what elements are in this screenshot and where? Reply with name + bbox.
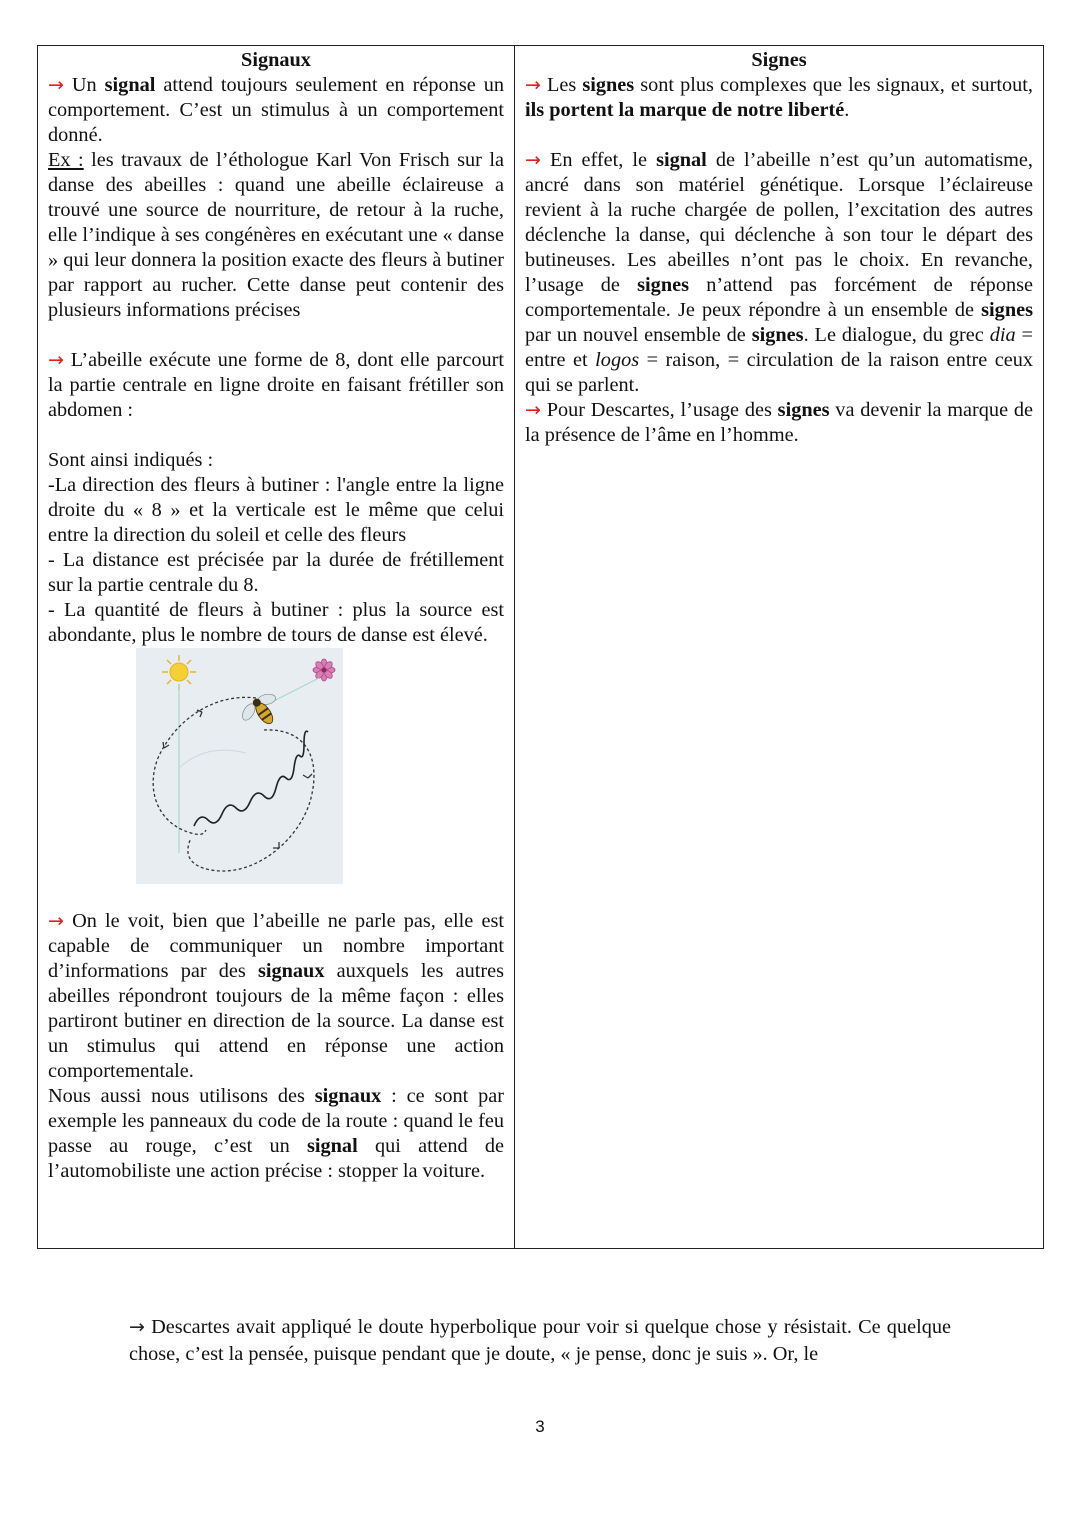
page-number: 3	[535, 1417, 545, 1436]
indications-intro: Sont ainsi indiqués :	[48, 449, 214, 471]
signes-heading: Signes	[751, 49, 807, 71]
arrow-icon: →	[48, 349, 64, 371]
indication-quantity: - La quantité de fleurs à butiner : plus la source est abondante, plus le nombre de tours de danse est élevé.	[48, 599, 504, 646]
bottom-paragraph: → Descartes avait appliqué le doute hyperbolique pour voir si quelque chose y résistait. Ce quelque chose, c’est la pensée, puisque pendant que je doute, « je pense, donc je suis ». Or, le	[129, 1316, 951, 1365]
signaux-column	[38, 46, 515, 1249]
signaux-paragraph-conclusion: → On le voit, bien que l’abeille ne parle pas, elle est capable de communiquer un nombre important d’informations par des signaux auxquels les autres abeilles répondront toujours de la même façon : elles partiront butiner en direction de la source. La danse est un stimulus qui attend en réponse une action comportementale.	[48, 910, 504, 1082]
comparison-table	[37, 45, 1044, 1249]
signes-column	[515, 46, 1044, 1249]
arrow-icon: →	[525, 74, 541, 96]
example-label: Ex :	[48, 149, 84, 171]
arrow-icon: →	[129, 1316, 145, 1338]
arrow-icon: →	[48, 74, 64, 96]
signaux-heading: Signaux	[241, 49, 311, 71]
signaux-paragraph-road: Nous aussi nous utilisons des signaux : ce sont par exemple les panneaux du code de la route : quand le feu passe au rouge, c’est un signal qui attend de l’automobiliste une action précise : stopper la voiture.	[48, 1085, 504, 1182]
signes-paragraph-1: → Les signes sont plus complexes que les signaux, et surtout, ils portent la marque de notre liberté.	[525, 74, 1033, 121]
arrow-icon: →	[525, 399, 541, 421]
arrow-icon: →	[525, 149, 541, 171]
signaux-paragraph-1: → Un signal attend toujours seulement en réponse un comportement. C’est un stimulus à un comportement donné.	[48, 74, 504, 146]
signaux-paragraph-dance: → L’abeille exécute une forme de 8, dont elle parcourt la partie centrale en ligne droite en faisant frétiller son abdomen :	[48, 349, 504, 421]
flower-icon	[313, 659, 335, 681]
indication-distance: - La distance est précisée par la durée de frétillement sur la partie centrale du 8.	[48, 549, 504, 596]
bee-icon	[236, 687, 288, 736]
signaux-paragraph-example: Ex : les travaux de l’éthologue Karl Von Frisch sur la danse des abeilles : quand une abeille éclaireuse a trouvé une source de nourriture, de retour à la ruche, elle l’indique à ses congénères en exécutant une « danse » qui leur donnera la position exacte des fleurs à butiner par rapport au rucher. Cette danse peut contenir des plusieurs informations précises	[48, 149, 505, 321]
signes-paragraph-2: → En effet, le signal de l’abeille n’est qu’un automatisme, ancré dans son matériel génétique. Lorsque l’éclaireuse revient à la ruche chargée de pollen, l’excitation des autres déclenche la danse, qui déclenche à son tour le départ des butineuses. Les abeilles n’ont pas le choix. En revanche, l’usage de signes n’attend pas forcément de réponse comportementale. Je peux répondre à un ensemble de signes par un nouvel ensemble de signes. Le dialogue, du grec dia = entre et logos = raison, = circulation de la raison entre ceux qui se parlent.	[525, 149, 1033, 396]
signes-paragraph-3: → Pour Descartes, l’usage des signes va devenir la marque de la présence de l’âme en l’homme.	[525, 399, 1033, 446]
arrow-icon: →	[48, 910, 64, 932]
bee-dance-figure	[136, 648, 343, 884]
indication-direction: -La direction des fleurs à butiner : l'angle entre la ligne droite du « 8 » et la verticale est le même que celui entre la direction du soleil et celle des fleurs	[48, 474, 504, 546]
